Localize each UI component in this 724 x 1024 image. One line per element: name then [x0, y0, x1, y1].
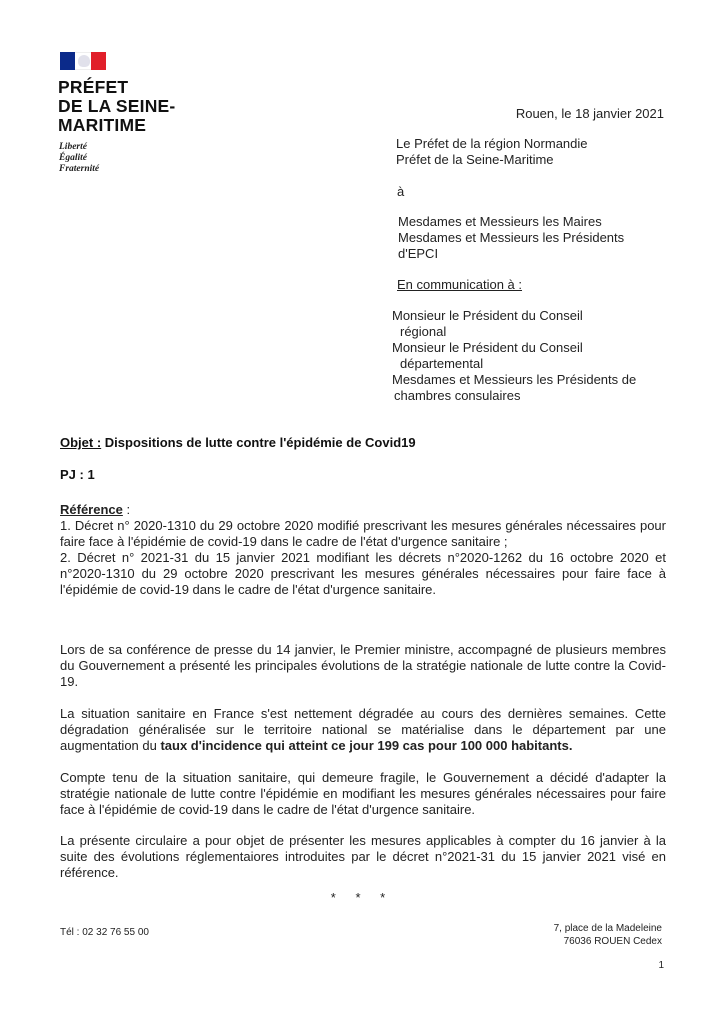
motto-line: Égalité [59, 153, 87, 163]
marianne-icon [78, 55, 90, 67]
prefecture-line: PRÉFET [58, 77, 129, 97]
object-text: Dispositions de lutte contre l'épidémie de Covid19 [104, 435, 416, 450]
recipient-line: d'EPCI [398, 246, 439, 261]
body-text: La situation sanitaire en France s'est nettement dégradée au cours des dernières semaines. Cette dégradation généralisée sur le territoire national se matérialise dans le département par une augmentation du [60, 706, 666, 753]
attachments-count: PJ : 1 [60, 467, 95, 482]
body-paragraph: Compte tenu de la situation sanitaire, qui demeure fragile, le Gouvernement a décidé d'adapter la stratégie nationale de lutte contre l'épidémie en modifiant les mesures générales nécessaires pour faire face à l'épidémie de covid-19 dans le cadre de l'état d'urgence sanitaire. [60, 770, 666, 817]
copy-line: régional [400, 324, 447, 339]
copy-line: départemental [400, 356, 484, 371]
reference-label: Référence [60, 502, 123, 517]
address-line: 7, place de la Madeleine [553, 923, 662, 934]
motto-line: Fraternité [59, 164, 100, 174]
footer-address [554, 922, 662, 948]
reference-title [60, 502, 130, 517]
phone-number: Tél : 02 32 76 55 00 [60, 927, 149, 938]
prefecture-line: MARITIME [58, 115, 147, 135]
republic-motto [59, 142, 99, 175]
body-paragraph [60, 706, 666, 753]
reference-item: 2. Décret n° 2021-31 du 15 janvier 2021 modifiant les décrets n°2020-1262 du 16 octobre 2020 et n°2020-1310 du 29 octobre 2020 prescrivant les mesures générales nécessaires pour faire face à l'épidémie de covid-19 dans le cadre de l'état d'urgence sanitaire. [60, 550, 666, 597]
body-paragraph: La présente circulaire a pour objet de présenter les mesures applicables à compter du 16 janvier à la suite des évolutions réglementaiores introduites par le décret n°2021-31 du 15 janvier 2021 visé en référence. [60, 833, 666, 880]
address-line: 76036 ROUEN Cedex [563, 936, 662, 947]
body-paragraph: Lors de sa conférence de presse du 14 janvier, le Premier ministre, accompagné de plusieurs membres du Gouvernement a présenté les principales évolutions de la stratégie nationale de lutte contre la Covid-19. [60, 642, 666, 689]
copy-line: chambres consulaires [394, 388, 521, 403]
object-label: Objet : [60, 435, 102, 450]
copy-title: En communication à : [397, 277, 523, 292]
copy-line: Mesdames et Messieurs les Présidents de [392, 372, 637, 387]
page-number: 1 [658, 960, 664, 971]
incidence-rate: taux d'incidence qui atteint ce jour 199 cas pour 100 000 habitants. [160, 737, 573, 753]
prefecture-line: DE LA SEINE- [58, 96, 176, 116]
recipient-line: Mesdames et Messieurs les Maires [398, 214, 602, 229]
prefecture-name [58, 78, 258, 135]
reference-colon: : [122, 502, 131, 517]
copy-line: Monsieur le Président du Conseil [392, 308, 583, 323]
object-line [60, 435, 416, 450]
sender-block [396, 136, 588, 168]
motto-line: Liberté [59, 142, 87, 152]
recipients-block [398, 214, 624, 262]
copy-line: Monsieur le Président du Conseil [392, 340, 583, 355]
french-flag-logo [60, 52, 106, 70]
to-word: à [397, 184, 405, 199]
separator: * * * [330, 890, 394, 905]
sender-line: Le Préfet de la région Normandie [396, 136, 588, 151]
recipient-line: Mesdames et Messieurs les Présidents [398, 230, 625, 245]
copy-recipients [392, 308, 636, 404]
place-date: Rouen, le 18 janvier 2021 [515, 106, 664, 121]
reference-item: 1. Décret n° 2020-1310 du 29 octobre 2020 modifié prescrivant les mesures générales nécessaires pour faire face à l'épidémie de covid-19 dans le cadre de l'état d'urgence sanitaire ; [60, 518, 666, 549]
sender-line: Préfet de la Seine-Maritime [396, 152, 554, 167]
